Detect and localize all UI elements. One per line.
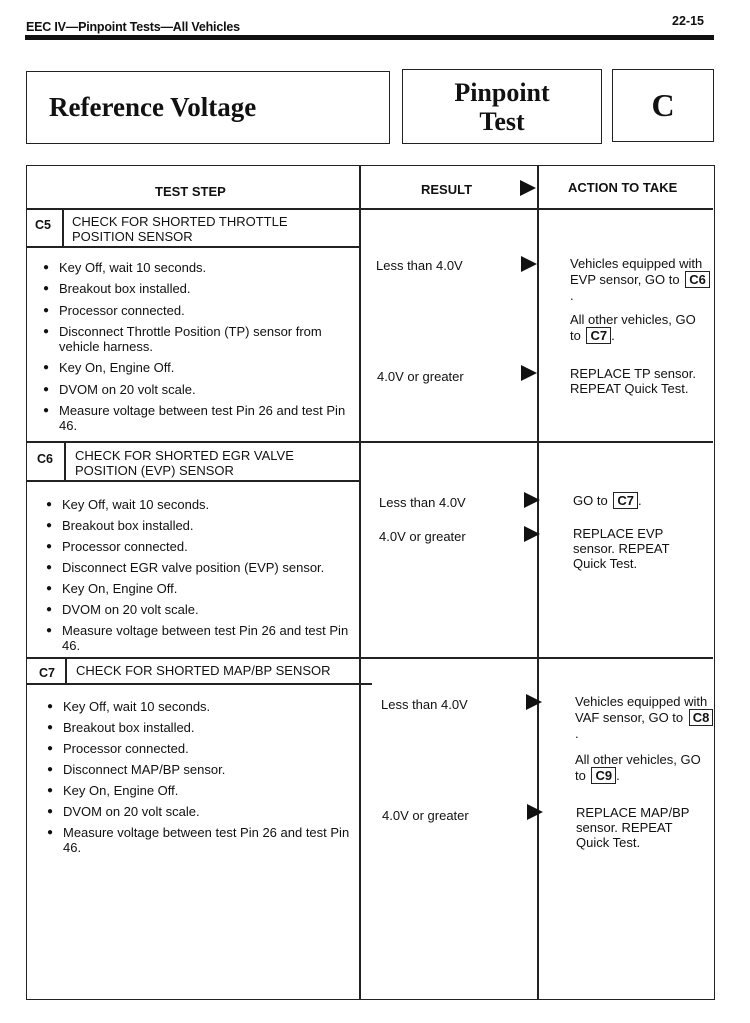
list-item: ● Processor connected. xyxy=(46,539,351,554)
step-list-c5 xyxy=(43,260,348,433)
action-label: GO to xyxy=(573,493,608,508)
pinpoint-label-box xyxy=(402,69,602,144)
list-item: ● Breakout box installed. xyxy=(47,720,352,735)
step-id-c5: C5 xyxy=(35,218,51,232)
header-rule xyxy=(25,35,714,40)
list-item: ● Measure voltage between test Pin 26 and test Pin 46. xyxy=(47,825,352,855)
step-id-divider xyxy=(65,658,67,684)
action-label: Vehicles equipped with EVP sensor, GO to xyxy=(570,256,703,287)
page-title: Reference Voltage xyxy=(49,92,257,122)
pinpoint-label: Pinpoint Test xyxy=(454,77,550,136)
list-item: ● Breakout box installed. xyxy=(43,281,348,296)
list-item: ● DVOM on 20 volt scale. xyxy=(47,804,352,819)
step-ref-c7: C7 xyxy=(613,492,638,509)
action-text: REPLACE MAP/BP sensor. REPEAT Quick Test. xyxy=(576,805,690,850)
step-ref-c7: C7 xyxy=(586,327,611,344)
arrow-icon xyxy=(521,256,537,272)
running-header: EEC IV—Pinpoint Tests—All Vehicles xyxy=(26,20,240,34)
section-separator xyxy=(27,441,713,443)
list-item: ● Processor connected. xyxy=(43,303,348,318)
list-item: ● DVOM on 20 volt scale. xyxy=(46,602,351,617)
arrow-icon xyxy=(524,526,540,542)
step-title-underline xyxy=(27,480,360,482)
step-ref-c6: C6 xyxy=(685,271,710,288)
action-label: All other vehicles, GO to xyxy=(570,312,696,343)
pinpoint-table xyxy=(26,165,715,1000)
step-id-divider xyxy=(62,208,64,247)
step-ref-c9: C9 xyxy=(591,767,616,784)
column-header-test-step: TEST STEP xyxy=(155,184,226,199)
action-label: All other vehicles, GO to xyxy=(575,752,701,783)
test-letter-box xyxy=(612,69,714,142)
result-text: Less than 4.0V xyxy=(379,495,466,510)
action-text: All other vehicles, GO to C9 . xyxy=(575,752,701,783)
action-text: GO to C7 . xyxy=(573,493,642,508)
action-text: Vehicles equipped with EVP sensor, GO to C6. xyxy=(570,256,710,303)
arrow-icon xyxy=(520,180,536,196)
page-number: 22-15 xyxy=(672,14,704,28)
list-item: ● Measure voltage between test Pin 26 and test Pin 46. xyxy=(46,623,351,653)
list-item: ● Processor connected. xyxy=(47,741,352,756)
arrow-icon xyxy=(526,694,542,710)
list-item: ● Disconnect Throttle Position (TP) sensor from vehicle harness. xyxy=(43,324,348,354)
action-text: REPLACE TP sensor. REPEAT Quick Test. xyxy=(570,366,696,396)
arrow-icon xyxy=(521,365,537,381)
list-item: ● Disconnect EGR valve position (EVP) sensor. xyxy=(46,560,351,575)
step-list-c7 xyxy=(47,699,352,855)
result-text: 4.0V or greater xyxy=(382,808,469,823)
column-header-action: ACTION TO TAKE xyxy=(568,180,678,195)
list-item: ● Key Off, wait 10 seconds. xyxy=(46,497,351,512)
result-text: 4.0V or greater xyxy=(379,529,466,544)
list-item: ● Measure voltage between test Pin 26 and test Pin 46. xyxy=(43,403,348,433)
action-text: Vehicles equipped with VAF sensor, GO to C8. xyxy=(575,694,715,741)
step-id-c6: C6 xyxy=(37,452,53,466)
step-list-c6 xyxy=(46,497,351,653)
list-item: ● Key On, Engine Off. xyxy=(46,581,351,596)
list-item: ● Key On, Engine Off. xyxy=(43,360,348,375)
step-title-c6: CHECK FOR SHORTED EGR VALVE POSITION (EVP) SENSOR xyxy=(75,448,294,478)
step-title-c7: CHECK FOR SHORTED MAP/BP SENSOR xyxy=(76,663,331,678)
list-item: ● Key On, Engine Off. xyxy=(47,783,352,798)
arrow-icon xyxy=(524,492,540,508)
list-item: ● Breakout box installed. xyxy=(46,518,351,533)
section-separator xyxy=(27,657,713,659)
column-divider xyxy=(537,166,539,999)
action-text: REPLACE EVP sensor. REPEAT Quick Test. xyxy=(573,526,670,571)
list-item: ● DVOM on 20 volt scale. xyxy=(43,382,348,397)
list-item: ● Key Off, wait 10 seconds. xyxy=(47,699,352,714)
column-divider xyxy=(359,166,361,999)
column-header-result: RESULT xyxy=(421,182,473,197)
header-separator xyxy=(27,208,713,210)
step-title-c5: CHECK FOR SHORTED THROTTLE POSITION SENSOR xyxy=(72,214,288,244)
result-text: Less than 4.0V xyxy=(381,697,468,712)
test-letter: C xyxy=(651,87,675,123)
step-title-underline xyxy=(27,246,360,248)
result-text: 4.0V or greater xyxy=(377,369,464,384)
arrow-icon xyxy=(527,804,543,820)
action-text: All other vehicles, GO to C7 . xyxy=(570,312,696,343)
list-item: ● Disconnect MAP/BP sensor. xyxy=(47,762,352,777)
action-label: Vehicles equipped with VAF sensor, GO to xyxy=(575,694,708,725)
step-id-divider xyxy=(64,442,66,481)
step-id-c7: C7 xyxy=(39,666,55,680)
result-text: Less than 4.0V xyxy=(376,258,463,273)
step-title-underline xyxy=(27,683,372,685)
step-ref-c8: C8 xyxy=(689,709,714,726)
list-item: ● Key Off, wait 10 seconds. xyxy=(43,260,348,275)
page-title-box xyxy=(26,71,390,144)
